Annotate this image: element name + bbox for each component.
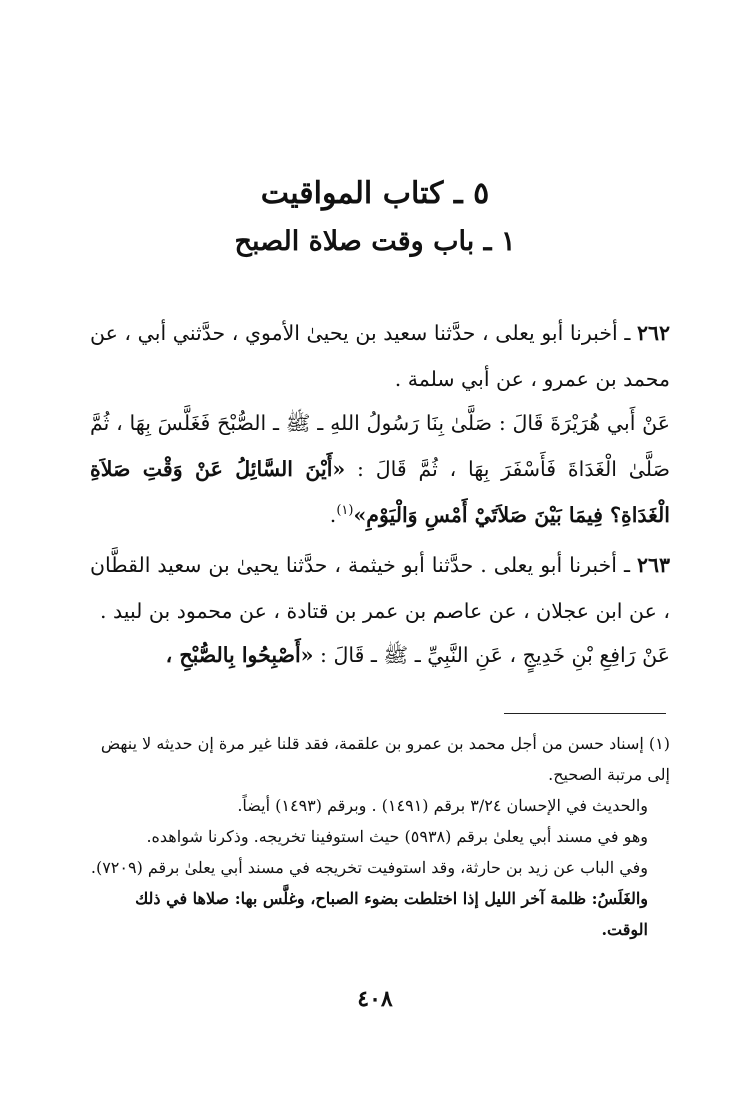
- book-title: ٥ ـ كتاب المواقيت: [260, 176, 490, 211]
- entry-262-isnad: [90, 310, 670, 402]
- footnote-1-line-4: وفي الباب عن زيد بن حارثة، وقد استوفيت تخريجه في مسند أبي يعلىٰ برقم (٧٢٠٩).: [90, 858, 648, 877]
- entry-263-matn-quote: «أَصْبِحُوا بِالصُّبْحِ ،: [165, 643, 314, 667]
- entry-262-matn-intro: عَنْ أَبي هُرَيْرَةَ قَالَ : صَلَّىٰ بِنَا رَسُولُ اللهِ ـ ﷺ ـ الصُّبْحَ فَغَلَّسَ بِهَا ، ثُمَّ صَلَّىٰ الْغَدَاةَ فَأَسْفَرَ بِهَا ، ثُمَّ قَالَ :: [90, 411, 670, 481]
- entry-263-isnad-text: ـ أخبرنا أبو يعلى . حدَّثنا أبو خيثمة ، حدَّثنا يحيىٰ بن سعيد القطَّان ، عن ابن عجلان ، عن عاصم بن عمر بن قتادة ، عن محمود بن لبيد .: [90, 553, 670, 623]
- entry-262-number: ٢٦٢: [636, 321, 670, 345]
- entry-263-number: ٢٦٣: [636, 553, 670, 577]
- footnote-1-line-3: وهو في مسند أبي يعلىٰ برقم (٥٩٣٨) حيث استوفينا تخريجه. وذكرنا شواهده.: [146, 827, 648, 846]
- footnote-separator: [504, 713, 666, 714]
- footnote-1-line-5: والغَلَسُ: ظلمة آخر الليل إذا اختلطت بضوء الصباح، وغلَّس بها: صلاها في ذلك الوقت.: [135, 889, 648, 939]
- entry-263-matn-intro: عَنْ رَافِعِ بْنِ خَدِيجٍ ، عَنِ النَّبِيِّ ـ ﷺ ـ قَالَ :: [320, 643, 670, 667]
- footnote-1-line-2: والحديث في الإحسان ٣/٢٤ برقم (١٤٩١) . وبرقم (١٤٩٣) أيضاً.: [237, 796, 648, 815]
- footnote-1-line-1: (١) إسناد حسن من أجل محمد بن عمرو بن علقمة، فقد قلنا غير مرة إن حديثه لا ينهض إلى مرتبة الصحيح.: [100, 734, 670, 784]
- entry-263-matn: [90, 632, 670, 678]
- page-number: ٤٠٨: [357, 986, 393, 1012]
- entry-262-matn: عَنْ أَبي هُرَيْرَةَ قَالَ : صَلَّىٰ بِنَا رَسُولُ اللهِ ـ ﷺ ـ الصُّبْحَ فَغَلَّسَ بِهَا ، ثُمَّ صَلَّىٰ الْغَدَاةَ فَأَسْفَرَ بِهَا ، ثُمَّ قَالَ : «أَيْنَ السَّائِلُ عَنْ وَقْتِ صَلاَةِ الْغَدَاةِ؟ فِيمَا بَيْنَ صَلاَتَيْ أَمْسِ وَالْيَوْمِ»$^{(١)}$.: [90, 411, 670, 527]
- entry-262-matn-quote: «أَيْنَ السَّائِلُ عَنْ وَقْتِ صَلاَةِ الْغَدَاةِ؟ فِيمَا بَيْنَ صَلاَتَيْ أَمْسِ وَالْيَوْمِ»: [90, 457, 670, 527]
- chapter-title: ١ ـ باب وقت صلاة الصبح: [234, 226, 516, 257]
- entry-263-isnad: [90, 542, 670, 634]
- entry-262-isnad-text: ـ أخبرنا أبو يعلى ، حدَّثنا سعيد بن يحيىٰ الأموي ، حدَّثني أبي ، عن محمد بن عمرو ، عن أبي سلمة .: [90, 321, 670, 391]
- footnotes: [90, 728, 670, 945]
- footnote-ref-1: (١): [336, 503, 354, 519]
